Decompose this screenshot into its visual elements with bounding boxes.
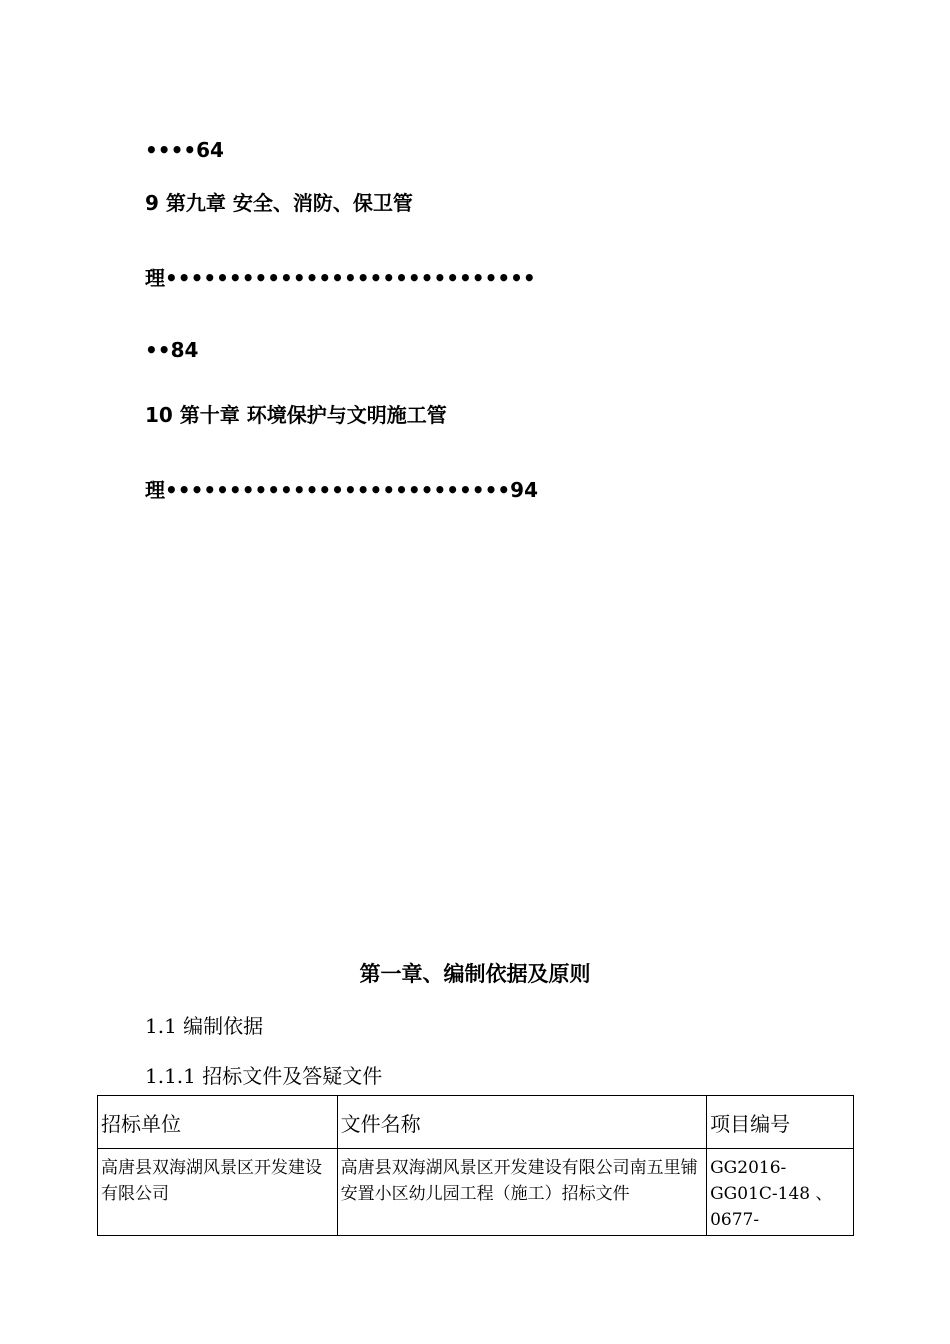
toc-entry-chapter-9-leader: 理•••••••••••••••••••••••••••••	[145, 266, 536, 290]
header-document-name: 文件名称	[337, 1096, 706, 1149]
header-project-number: 项目编号	[707, 1096, 854, 1149]
cell-document-name: 高唐县双海湖风景区开发建设有限公司南五里铺安置小区幼儿园工程（施工）招标文件	[337, 1149, 706, 1236]
toc-entry-chapter-10-leader: 理•••••••••••••••••••••••••••94	[145, 478, 538, 502]
cell-project-number: GG2016-GG01C-148 、 0677-	[707, 1149, 854, 1236]
header-tendering-unit: 招标单位	[98, 1096, 338, 1149]
cell-tendering-unit: 高唐县双海湖风景区开发建设有限公司	[98, 1149, 338, 1236]
subsection-heading: 1.1.1 招标文件及答疑文件	[145, 1064, 383, 1088]
toc-entry-chapter-9: 9 第九章 安全、消防、保卫管	[145, 191, 413, 215]
toc-entry-chapter-10: 10 第十章 环境保护与文明施工管	[145, 403, 447, 427]
section-heading: 1.1 编制依据	[145, 1014, 264, 1038]
toc-entry-continuation-64: ••••64	[145, 138, 224, 162]
table-row	[98, 1149, 854, 1236]
chapter-title: 第一章、编制依据及原则	[359, 962, 591, 986]
toc-entry-page-84: ••84	[145, 338, 199, 362]
table-header-row	[98, 1096, 854, 1149]
tender-documents-table	[97, 1095, 854, 1236]
